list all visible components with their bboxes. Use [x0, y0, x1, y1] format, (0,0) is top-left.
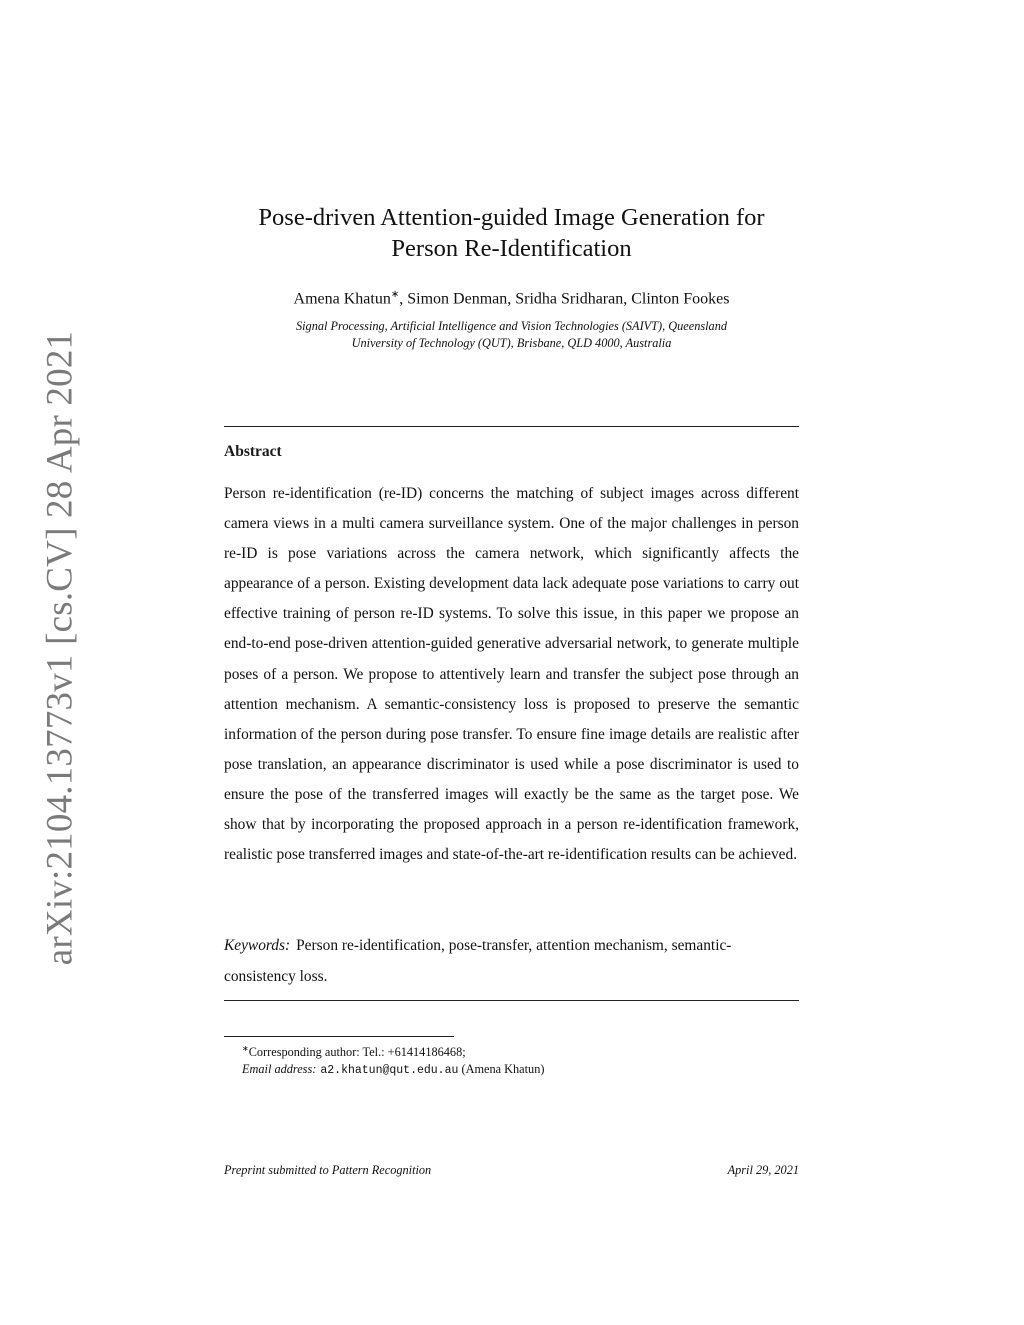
author-list — [224, 289, 799, 308]
affiliation — [224, 318, 799, 352]
keywords-text: Person re-identification, pose-transfer, attention mechanism, semantic-consistency loss. — [224, 937, 732, 985]
affiliation-line-1: Signal Processing, Artificial Intelligence and Vision Technologies (SAIVT), Queensland — [295, 319, 727, 333]
footnote-corresponding — [224, 1040, 799, 1061]
author-corresponding-mark: ∗ — [390, 289, 400, 300]
footnote-tel: Corresponding author: Tel.: +61414186468; — [248, 1045, 466, 1060]
affiliation-line-2: University of Technology (QUT), Brisbane, QLD 4000, Australia — [351, 336, 672, 350]
footnote-rule — [224, 1036, 454, 1037]
email-link[interactable]: a2.khatun@qut.edu.au — [320, 1064, 459, 1078]
divider-top — [224, 426, 799, 427]
footer-date: April 29, 2021 — [727, 1163, 799, 1177]
divider-bottom — [224, 1000, 799, 1001]
keywords-label: Keywords: — [224, 937, 291, 954]
page-footer — [224, 1163, 799, 1178]
keywords — [224, 930, 799, 992]
arxiv-side-stamp: arXiv:2104.13773v1 [cs.CV] 28 Apr 2021 — [39, 330, 81, 966]
abstract-heading: Abstract — [224, 443, 282, 460]
email-owner: (Amena Khatun) — [461, 1062, 545, 1077]
footnote-email-line — [224, 1061, 799, 1079]
author-rest: , Simon Denman, Sridha Sridharan, Clinton Fookes — [399, 290, 730, 308]
footnote — [224, 1040, 799, 1079]
footnote-mark: ∗ — [242, 1044, 249, 1053]
title-line-2: Person Re-Identification — [391, 235, 632, 262]
title-line-1: Pose-driven Attention-guided Image Generation for — [258, 204, 765, 231]
author-first: Amena Khatun — [293, 290, 391, 308]
paper-title — [224, 202, 799, 264]
abstract-text: Person re-identification (re-ID) concerns the matching of subject images across different camera views in a multi camera surveillance system. One of the major challenges in person re-ID is pose variations across the camera network, which significantly affects the appearance of a person. Existing development data lack adequate pose variations to carry out effective training of person re-ID systems. To solve this issue, in this paper we propose an end-to-end pose-driven attention-guided generative adversarial network, to generate multiple poses of a person. We propose to attentively learn and transfer the subject pose through an attention mechanism. A semantic-consistency loss is proposed to preserve the semantic information of the person during pose transfer. To ensure fine image details are realistic after pose translation, an appearance discriminator is used while a pose discriminator is used to ensure the pose of the transferred images will exactly be the same as the target pose. We show that by incorporating the proposed approach in a person re-identification framework, realistic pose transferred images and state-of-the-art re-identification results can be achieved. — [224, 485, 799, 864]
footer-preprint: Preprint submitted to Pattern Recognition — [224, 1163, 432, 1177]
email-label: Email address: — [242, 1062, 317, 1077]
